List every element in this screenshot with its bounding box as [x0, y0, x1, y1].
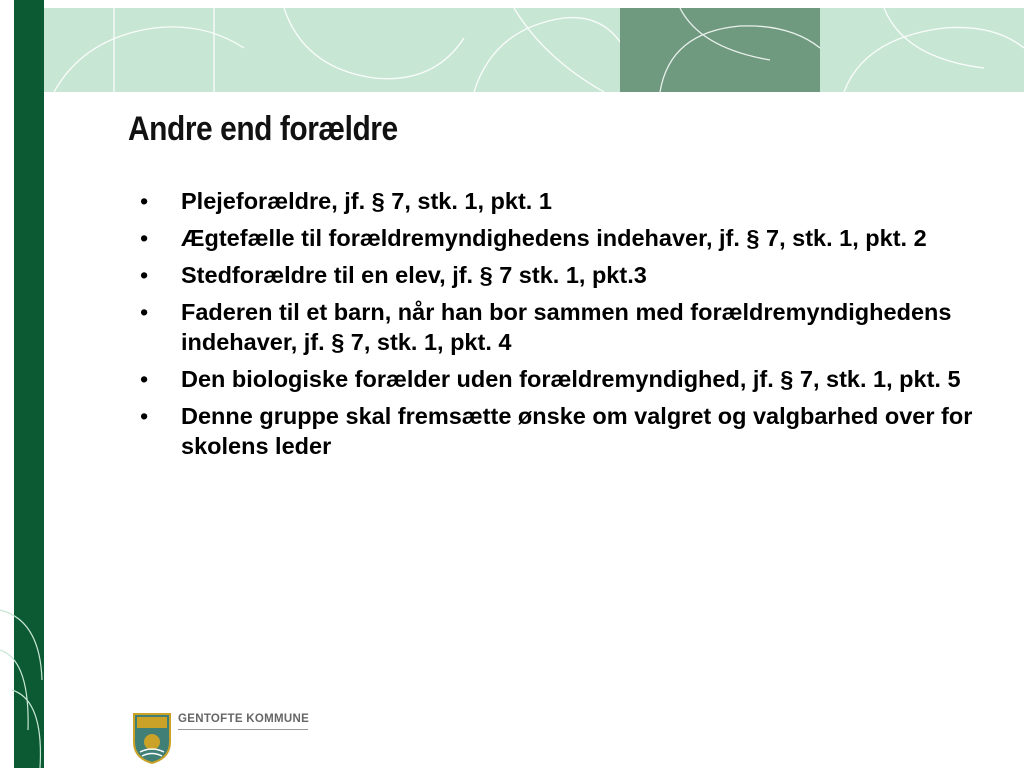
bullet-dot: • — [140, 262, 149, 288]
top-dark-green-block — [620, 8, 820, 92]
slide-title: Andre end forældre — [128, 110, 398, 148]
bullet-dot: • — [140, 403, 149, 429]
bullet-dot: • — [140, 366, 149, 392]
bullet-item — [140, 186, 980, 216]
bullet-text: Stedforældre til en elev, jf. § 7 stk. 1, pkt.3 — [181, 262, 647, 288]
bullet-text: Denne gruppe skal fremsætte ønske om valgret og valgbarhed over for skolens leder — [181, 403, 973, 459]
bullet-item — [140, 260, 980, 290]
top-decorative-banner — [44, 8, 1024, 92]
bullet-item — [140, 223, 980, 253]
bullet-text: Den biologiske forælder uden forældremyndighed, jf. § 7, stk. 1, pkt. 5 — [181, 366, 961, 392]
bullet-dot: • — [140, 299, 149, 325]
bullet-item — [140, 401, 980, 461]
bullet-text: Ægtefælle til forældremyndighedens indehaver, jf. § 7, stk. 1, pkt. 2 — [181, 225, 927, 251]
bullet-dot: • — [140, 225, 149, 251]
bullet-item — [140, 364, 980, 394]
bullet-text: Plejeforældre, jf. § 7, stk. 1, pkt. 1 — [181, 188, 552, 214]
gentofte-crest-icon — [132, 712, 172, 764]
left-arc-decoration — [0, 580, 44, 768]
bullet-text: Faderen til et barn, når han bor sammen med forældremyndighedens indehaver, jf. § 7, stk. 1, pkt. 4 — [181, 299, 952, 355]
logo-text: GENTOFTE KOMMUNE — [178, 713, 310, 725]
bullet-dot: • — [140, 188, 149, 214]
bullet-item — [140, 297, 980, 357]
bullet-list — [140, 186, 980, 468]
logo-underline — [178, 729, 308, 730]
